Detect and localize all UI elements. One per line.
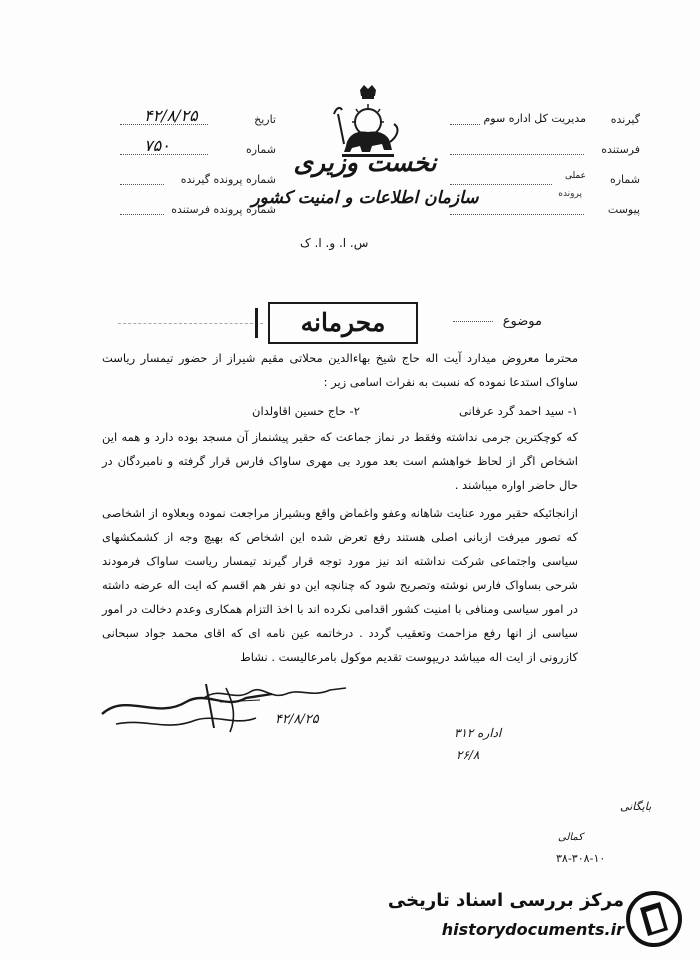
persons-list bbox=[102, 399, 578, 423]
file-code-note: ۳۸-۳۰۸-۱۰ bbox=[556, 852, 606, 865]
header-left-block bbox=[120, 106, 276, 232]
ref-number-label: شماره bbox=[245, 143, 276, 156]
watermark-url: historydocuments.ir bbox=[441, 920, 624, 939]
sender-label: فرستنده bbox=[601, 143, 640, 156]
attachment-dots bbox=[450, 214, 584, 215]
subject-label: موضوع bbox=[502, 314, 542, 329]
ref-number-value: ۷۵۰ bbox=[144, 136, 170, 155]
header-right-block bbox=[450, 112, 640, 232]
handwritten-note: کمالی bbox=[558, 832, 583, 843]
handwritten-signature-left bbox=[96, 674, 286, 738]
recipient-label: گیرنده bbox=[610, 113, 640, 126]
ministry-title: نخست وزیری bbox=[293, 148, 437, 177]
attachment-label: پیوست bbox=[607, 203, 640, 216]
person-item-2: ۲- حاج حسین اقاولدان bbox=[252, 404, 360, 418]
department-date: ۲۶/۸ bbox=[456, 748, 480, 762]
sender-line bbox=[450, 142, 640, 172]
number-sub-2: پرونده bbox=[558, 189, 582, 199]
organization-code: س. ا. و. ا. ک bbox=[300, 236, 369, 250]
ref-number-line bbox=[120, 136, 276, 172]
confidential-stamp: محرمانه bbox=[268, 302, 418, 344]
watermark-title: مرکز بررسی اسناد تاریخی bbox=[387, 890, 624, 911]
signature-left-svg bbox=[96, 674, 286, 738]
sender-dots bbox=[450, 154, 584, 155]
department-reference: اداره ۳۱۲ bbox=[454, 726, 502, 740]
date-label: تاریخ bbox=[254, 113, 276, 126]
subject-line bbox=[453, 314, 542, 329]
number-sub-1: عملی bbox=[563, 168, 588, 184]
letter-body bbox=[102, 346, 578, 669]
faint-divider bbox=[118, 323, 263, 324]
archive-logo-icon bbox=[626, 890, 682, 948]
signature-date: ۴۲/۸/۲۵ bbox=[275, 712, 319, 727]
watermark bbox=[387, 890, 682, 952]
recipient-line bbox=[450, 112, 640, 142]
sender-file-dots bbox=[120, 214, 164, 215]
body-paragraph-1: محترما معروض میدارد آیت اله حاج شیخ بهاءالدین محلاتی مقیم شیراز از حضور تیمسار ریاست ساواک استدعا نموده که نسبت به نفرات اسامی زیر : bbox=[102, 351, 578, 389]
recipient-file-dots bbox=[120, 184, 164, 185]
body-paragraph-2: که کوچکترین جرمی نداشته وفقط در نماز جماعت که حقیر پیشنماز آن مسجد بوده دارد و همه این اشخاص اگر از لحاظ خواهشم است بعد مورد بی مهری ساواک فارس قرار گرفته و نامبردگان در حال حاضر اواره میباشند . bbox=[102, 430, 578, 492]
stamp-tick-mark bbox=[255, 308, 264, 338]
number-label: شماره bbox=[609, 173, 640, 186]
body-paragraph-3: ازانجائیکه حقیر مورد عنایت شاهانه وعفو واغماض واقع وبشیراز مراجعت نموده وبعلاوه از اشخاصی که تصور میرفت ازبانی اصلی هستند رفع تعرض شده این اشخاص که بهیچ وجه از کشمکشهای سیاسی واجتماعی شرکت نداشته اند نیز مورد توجه قرار گیرند تیمسار ریاست ساواک فرمودند شرحی بساواک فارس نوشته وتصریح شود که چنانچه این دو نفر هم اقسم که ایت اله عرضه داشته در امور سیاسی ومنافی با امنیت کشور اقدامی نکرده اند با اخذ التزام همکاری وعدم دخالت در امور سیاسی از انها رفع مزاحمت وتعقیب گردد . درخاتمه عین نامه ای که اقای محمد جواد سبحانی کازرونی از ایت اله میباشد دریپوست تقدیم موکول بامرعالیست . نشاط bbox=[102, 506, 578, 664]
sender-file-label: شماره پرونده فرستنده bbox=[171, 203, 276, 216]
recipient-value: مدیریت کل اداره سوم bbox=[483, 112, 586, 125]
recipient-file-label: شماره پرونده گیرنده bbox=[180, 173, 276, 186]
archive-logo-svg bbox=[626, 890, 682, 948]
number-dots bbox=[450, 184, 552, 185]
archive-note: بایگانی bbox=[620, 800, 652, 813]
subject-dots bbox=[453, 321, 493, 322]
date-value: ۴۲/۸/۲۵ bbox=[144, 106, 198, 125]
person-item-1: ۱- سید احمد گرد عرفانی bbox=[458, 404, 578, 418]
organization-title: سازمان اطلاعات و امنیت کشور bbox=[251, 188, 479, 208]
